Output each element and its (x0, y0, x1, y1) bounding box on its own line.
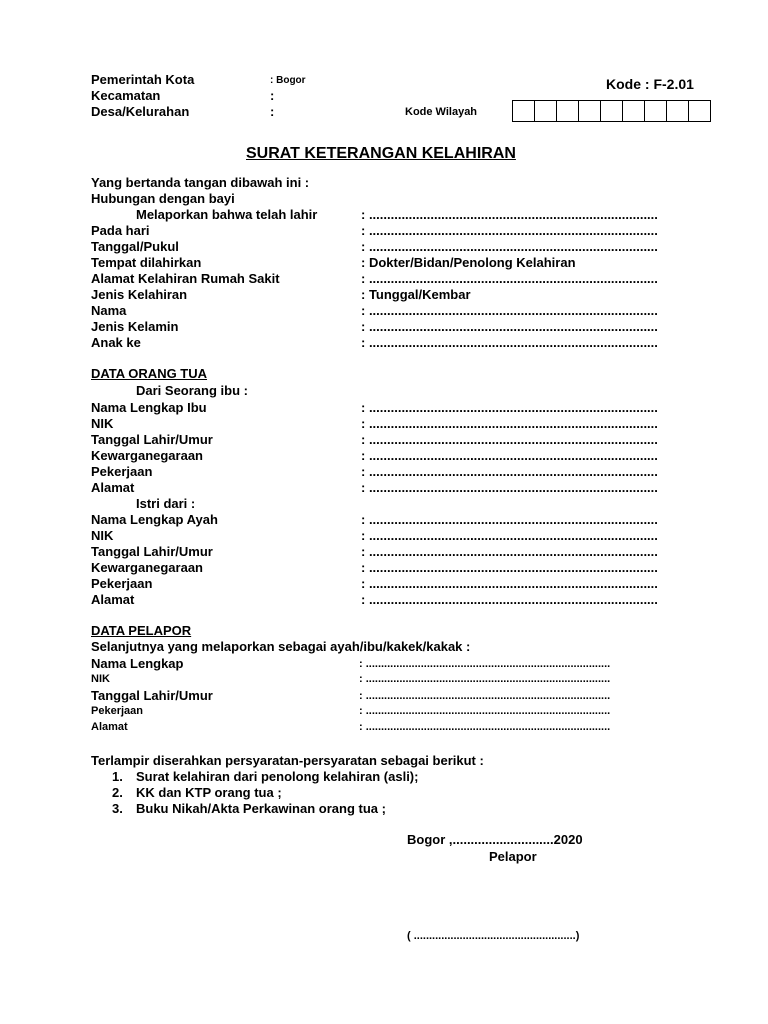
pelapor-value-field[interactable]: : ................................................................................ (359, 721, 611, 733)
bayi-label: Tanggal/Pukul (91, 239, 179, 254)
bayi-label: Tempat dilahirkan (91, 255, 202, 270)
bayi-label: Alamat Kelahiran Rumah Sakit (91, 271, 280, 286)
intro-line-2: Hubungan dengan bayi (91, 191, 235, 206)
ayah-value-field[interactable]: : ................................................................................ (361, 512, 658, 527)
orang-tua-heading: DATA ORANG TUA (91, 366, 208, 381)
lampiran-item-text: KK dan KTP orang tua ; (136, 785, 282, 800)
kode-wilayah-box[interactable] (644, 100, 667, 122)
pelapor-heading: DATA PELAPOR (91, 623, 192, 638)
ibu-label: Kewarganegaraan (91, 448, 203, 463)
lampiran-intro: Terlampir diserahkan persyaratan-persyaratan sebagai berikut : (91, 753, 484, 768)
bayi-value-field[interactable]: : ................................................................................ (361, 223, 658, 238)
ibu-label: Nama Lengkap Ibu (91, 400, 207, 415)
pelapor-value-field[interactable]: : ................................................................................ (359, 658, 611, 670)
ayah-label: NIK (91, 528, 114, 543)
kode-wilayah-boxes[interactable] (512, 100, 711, 122)
ayah-label: Nama Lengkap Ayah (91, 512, 218, 527)
ayah-value-field[interactable]: : ................................................................................ (361, 576, 658, 591)
lampiran-item-number: 3. (112, 801, 123, 816)
bayi-value-field[interactable]: : Tunggal/Kembar (361, 287, 471, 302)
ibu-label: NIK (91, 416, 114, 431)
bayi-label: Jenis Kelamin (91, 319, 179, 334)
kode-wilayah-box[interactable] (512, 100, 535, 122)
kode-wilayah-box[interactable] (666, 100, 689, 122)
bayi-value-field[interactable]: : Dokter/Bidan/Penolong Kelahiran (361, 255, 576, 270)
pemerintah-value: : Bogor (270, 75, 306, 86)
signature-role: Pelapor (489, 849, 537, 864)
ayah-label: Tanggal Lahir/Umur (91, 544, 213, 559)
ibu-label: Pekerjaan (91, 464, 153, 479)
ibu-value-field[interactable]: : ................................................................................ (361, 432, 658, 447)
pelapor-label: NIK (91, 673, 110, 685)
document-title: SURAT KETERANGAN KELAHIRAN (246, 145, 516, 162)
desa-value: : (270, 104, 275, 119)
ayah-intro: Istri dari : (136, 496, 196, 511)
bayi-label: Nama (91, 303, 127, 318)
pelapor-value-field[interactable]: : ................................................................................ (359, 690, 611, 702)
bayi-value-field[interactable]: : ................................................................................ (361, 239, 658, 254)
pelapor-value-field[interactable]: : ................................................................................ (359, 705, 611, 717)
pelapor-value-field[interactable]: : ................................................................................ (359, 673, 611, 685)
signature-name-line[interactable]: ( .....................................................) (407, 930, 580, 942)
intro-line-1: Yang bertanda tangan dibawah ini : (91, 175, 310, 190)
ibu-label: Alamat (91, 480, 135, 495)
ibu-label: Tanggal Lahir/Umur (91, 432, 213, 447)
ayah-label: Pekerjaan (91, 576, 153, 591)
lampiran-item-number: 2. (112, 785, 123, 800)
pemerintah-label: Pemerintah Kota (91, 72, 195, 87)
bayi-label: Melaporkan bahwa telah lahir (136, 207, 318, 222)
kode-wilayah-label: Kode Wilayah (405, 106, 478, 118)
kode-wilayah-box[interactable] (688, 100, 711, 122)
ayah-value-field[interactable]: : ................................................................................ (361, 528, 658, 543)
bayi-value-field[interactable]: : ................................................................................ (361, 319, 658, 334)
pelapor-label: Alamat (91, 721, 128, 733)
bayi-label: Jenis Kelahiran (91, 287, 188, 302)
kecamatan-value: : (270, 88, 275, 103)
lampiran-item-text: Surat kelahiran dari penolong kelahiran (asli); (136, 769, 419, 784)
kode-wilayah-box[interactable] (578, 100, 601, 122)
pelapor-label: Nama Lengkap (91, 656, 184, 671)
lampiran-item-text: Buku Nikah/Akta Perkawinan orang tua ; (136, 801, 386, 816)
ayah-label: Alamat (91, 592, 135, 607)
ibu-value-field[interactable]: : ................................................................................ (361, 400, 658, 415)
ayah-value-field[interactable]: : ................................................................................ (361, 592, 658, 607)
bayi-value-field[interactable]: : ................................................................................ (361, 271, 658, 286)
kode-wilayah-box[interactable] (556, 100, 579, 122)
bayi-label: Pada hari (91, 223, 150, 238)
desa-label: Desa/Kelurahan (91, 104, 190, 119)
ayah-value-field[interactable]: : ................................................................................ (361, 560, 658, 575)
kode-form: Kode : F-2.01 (606, 76, 694, 92)
bayi-label: Anak ke (91, 335, 141, 350)
kode-wilayah-box[interactable] (534, 100, 557, 122)
pelapor-label: Tanggal Lahir/Umur (91, 688, 213, 703)
ibu-value-field[interactable]: : ................................................................................ (361, 464, 658, 479)
pelapor-intro: Selanjutnya yang melaporkan sebagai ayah/ibu/kakek/kakak : (91, 639, 471, 654)
signature-place-date[interactable]: Bogor ,............................2020 (407, 832, 583, 847)
kode-wilayah-box[interactable] (622, 100, 645, 122)
bayi-value-field[interactable]: : ................................................................................ (361, 207, 658, 222)
kecamatan-label: Kecamatan (91, 88, 161, 103)
bayi-value-field[interactable]: : ................................................................................ (361, 303, 658, 318)
ibu-value-field[interactable]: : ................................................................................ (361, 416, 658, 431)
bayi-value-field[interactable]: : ................................................................................ (361, 335, 658, 350)
kode-wilayah-box[interactable] (600, 100, 623, 122)
ayah-label: Kewarganegaraan (91, 560, 203, 575)
lampiran-item-number: 1. (112, 769, 123, 784)
ibu-intro: Dari Seorang ibu : (136, 383, 248, 398)
ibu-value-field[interactable]: : ................................................................................ (361, 480, 658, 495)
ayah-value-field[interactable]: : ................................................................................ (361, 544, 658, 559)
pelapor-label: Pekerjaan (91, 705, 143, 717)
ibu-value-field[interactable]: : ................................................................................ (361, 448, 658, 463)
